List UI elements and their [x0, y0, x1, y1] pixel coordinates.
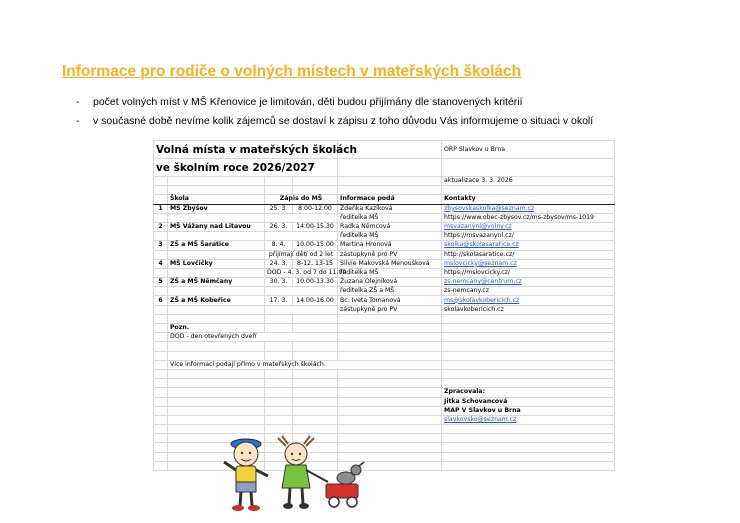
table-row: 2 MŠ Vážany nad Litavou 26. 3. 14.00-15.30 Radka Němcová msvazanynl@volny.cz — [154, 222, 615, 231]
col-header-info: Informace podá — [338, 195, 442, 204]
sheet-title-2: ve školním roce 2026/2027 — [154, 159, 338, 177]
table-row: DOD - 4. 3. od 7 do 11.00 ředitelka MŠ https://mslovcicky.cz/ — [154, 268, 615, 277]
col-header-school: Škola — [168, 195, 265, 204]
email-link[interactable]: msvazanynl@volny.cz — [444, 223, 512, 231]
dod-note: DOD - den otevřených dveří — [168, 333, 338, 342]
prepared-email[interactable]: slavkovsko@seznam.cz — [444, 415, 517, 423]
web-link[interactable]: http://skolasaratice.cz/ — [442, 250, 615, 259]
web-link[interactable]: https://www.obec-zbysov.cz/ms-zbysov/ms-1019 — [442, 213, 615, 222]
table-row: 3 ZŠ a MŠ Šaratice 8. 4. 10.00-15.00 Martina Hronová skolka@skolasaratice.cz — [154, 241, 615, 250]
wagon-icon — [326, 484, 358, 507]
notes-label: Pozn. — [168, 324, 265, 333]
email-link[interactable]: zbysovskaskolka@seznam.cz — [444, 204, 535, 212]
email-link[interactable]: ms@skolavkobericich.cz — [444, 296, 520, 304]
web-link[interactable]: zs-nemcany.cz — [442, 287, 615, 296]
email-link[interactable]: zs.nemcany@centrum.cz — [444, 278, 522, 286]
table-row: ředitelka ZŠ a MŠ zs-nemcany.cz — [154, 287, 615, 296]
table-row: přijímají dětí od 2 let zástupkyně pro PV http://skolasaratice.cz/ — [154, 250, 615, 259]
col-header-enrollment: Zápis do MŠ — [265, 195, 338, 204]
bullet-text: počet volných míst v MŠ Křenovice je limitován, děti budou přijímány dle stanovených kritérií — [93, 96, 523, 108]
prepared-label: Zpracovala: — [442, 388, 615, 397]
bullet-item: - počet volných míst v MŠ Křenovice je limitován, děti budou přijímány dle stanovených kritérií — [76, 96, 523, 108]
school-table — [153, 140, 615, 471]
bullet-item: - v současné době nevíme kolik zájemců se dostaví k zápisu z toho důvodu Vás informujeme o situaci v okolí — [76, 115, 594, 127]
prepared-org: MAP V Slavkov u Brna — [442, 406, 615, 415]
bullet-text: v současné době nevíme kolik zájemců se dostaví k zápisu z toho důvodu Vás informujeme o situaci v okolí — [93, 115, 594, 127]
web-link[interactable]: skolavkobericich.cz — [442, 305, 615, 314]
table-row: 6 ZŠ a MŠ Kobeřice 17. 3. 14.00-16.00 Bc. Iveta Tomanová ms@skolavkobericich.cz — [154, 296, 615, 305]
girl-figure-icon — [278, 436, 328, 509]
table-row: zástupkyně pro PV skolavkobericich.cz — [154, 305, 615, 314]
prepared-name: Jitka Schovancová — [442, 397, 615, 406]
page-heading: Informace pro rodiče o volných místech v mateřských školách — [62, 63, 522, 80]
more-info-note: Více informací podají přímo v mateřských školách. — [168, 360, 442, 369]
update-date: aktualizace 3. 3. 2026 — [442, 177, 615, 186]
table-row: ředitelka MŠ https://msvazanynl.cz/ — [154, 232, 615, 241]
web-link[interactable]: https://mslovcicky.cz/ — [442, 268, 615, 277]
web-link[interactable]: https://msvazanynl.cz/ — [442, 232, 615, 241]
children-illustration — [218, 432, 398, 518]
col-header-contacts: Kontakty — [442, 195, 615, 204]
table-row: 5 ZŠ a MŠ Němčany 30. 3. 10.00-13.30 Zuzana Olejníková zs.nemcany@centrum.cz — [154, 278, 615, 287]
boy-figure-icon — [224, 439, 268, 511]
dog-icon — [337, 462, 364, 484]
table-row: 1 MŠ Zbýšov 25. 3. 8.00-12.00 Zdeňka Kazíková zbysovskaskolka@seznam.cz — [154, 204, 615, 213]
email-link[interactable]: mslovcicky@seznam.cz — [444, 259, 517, 267]
sheet-title-1: Volná místa v mateřských školách — [154, 141, 338, 159]
table-row: 4 MŠ Lovčičky 24. 3. 8-12, 13-15 Silvie Makovská Menoušková mslovcicky@seznam.cz — [154, 259, 615, 268]
table-row: ředitelka MŠ https://www.obec-zbysov.cz/ms-zbysov/ms-1019 — [154, 213, 615, 222]
orp-label: ORP Slavkov u Brna — [442, 141, 615, 159]
email-link[interactable]: skolka@skolasaratice.cz — [444, 241, 519, 249]
